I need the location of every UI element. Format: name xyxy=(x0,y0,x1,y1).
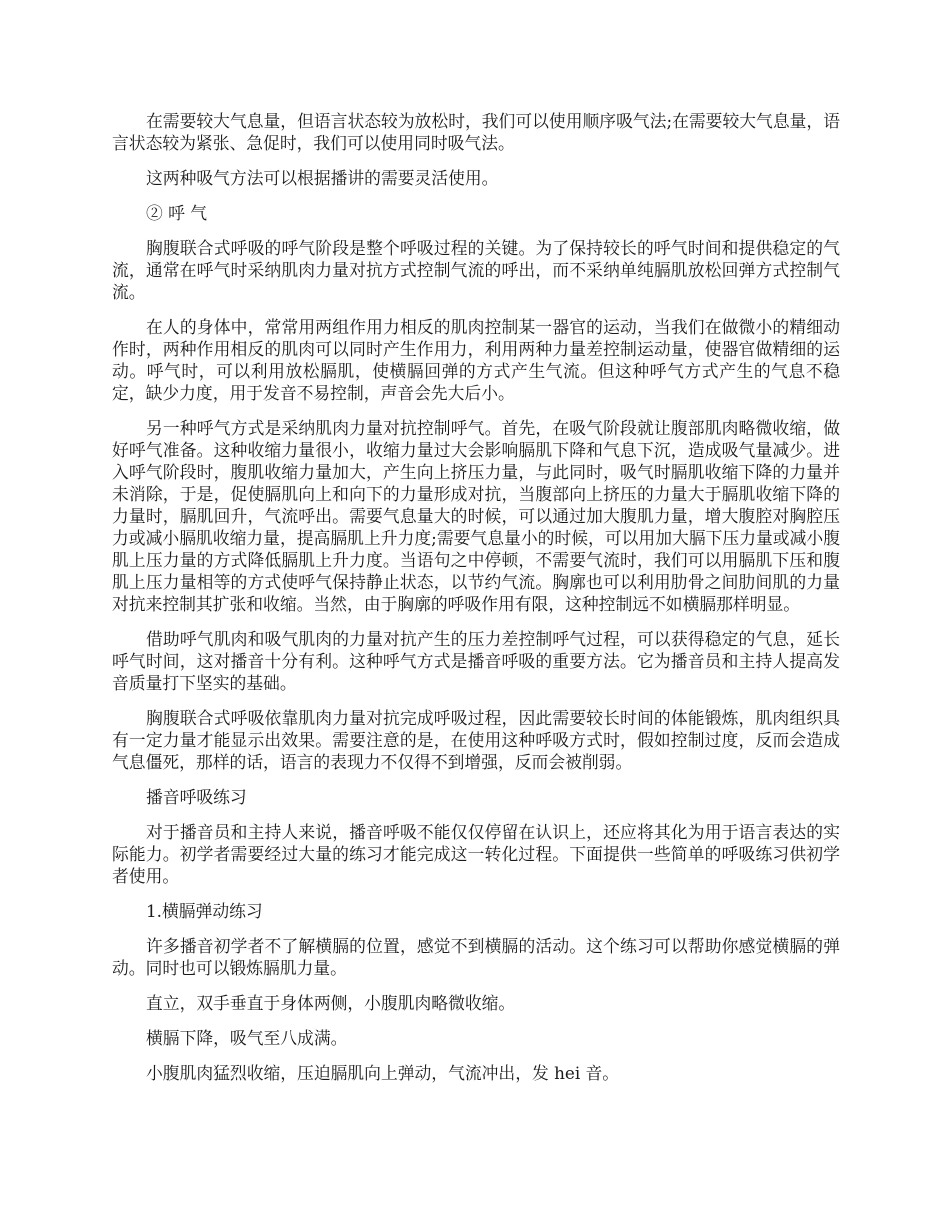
paragraph: 许多播音初学者不了解横膈的位置，感觉不到横膈的活动。这个练习可以帮助你感觉横膈的弹动。同时也可以锻炼膈肌力量。 xyxy=(112,936,840,978)
step-item: 横膈下降，吸气至八成满。 xyxy=(146,1028,348,1048)
paragraph: 胸腹联合式呼吸依靠肌肉力量对抗完成呼吸过程，因此需要较长时间的体能锻炼，肌肉组织具有一定力量才能显示出效果。需要注意的是，在使用这种呼吸方式时，假如控制过度，反而会造成气息僵死，那样的话，语言的表现力不仅得不到增强，反而会被削弱。 xyxy=(112,708,840,772)
paragraph: 这两种吸气方法可以根据播讲的需要灵活使用。 xyxy=(146,168,499,188)
paragraph: 胸腹联合式呼吸的呼气阶段是整个呼吸过程的关键。为了保持较长的呼气时间和提供稳定的气流，通常在呼气时采纳肌肉力量对抗方式控制气流的呼出，而不采纳单纯膈肌放松回弹方式控制气流。 xyxy=(112,238,840,302)
paragraph: 借助呼气肌肉和吸气肌肉的力量对抗产生的压力差控制呼气过程，可以获得稳定的气息，延长呼气时间，这对播音十分有利。这种呼气方式是播音呼吸的重要方法。它为播音员和主持人提高发音质量打下坚实的基础。 xyxy=(112,629,840,693)
section-heading: ② 呼 气 xyxy=(146,203,208,223)
subsection-heading: 1.横膈弹动练习 xyxy=(146,901,263,921)
paragraph: 在需要较大气息量，但语言状态较为放松时，我们可以使用顺序吸气法;在需要较大气息量，语言状态较为紧张、急促时，我们可以使用同时吸气法。 xyxy=(112,111,840,153)
step-item: 直立，双手垂直于身体两侧，小腹肌肉略微收缩。 xyxy=(146,993,516,1013)
paragraph: 对于播音员和主持人来说，播音呼吸不能仅仅停留在认识上，还应将其化为用于语言表达的实际能力。初学者需要经过大量的练习才能完成这一转化过程。下面提供一些简单的呼吸练习供初学者使用。 xyxy=(112,822,840,886)
step-item: 小腹肌肉猛烈收缩，压迫膈肌向上弹动，气流冲出，发 hei 音。 xyxy=(146,1063,620,1083)
paragraph: 另一种呼气方式是采纳肌肉力量对抗控制呼气。首先，在吸气阶段就让腹部肌肉略微收缩，做好呼气准备。这种收缩力量很小，收缩力量过大会影响膈肌下降和气息下沉，造成吸气量减少。进入呼气阶段时，腹肌收缩力量加大，产生向上挤压力量，与此同时，吸气时膈肌收缩下降的力量并未消除，于是，促使膈肌向上和向下的力量形成对抗，当腹部向上挤压的力量大于膈肌收缩下降的力量时，膈肌回升，气流呼出。需要气息量大的时候，可以通过加大腹肌力量，增大腹腔对胸腔压力或减小膈肌收缩力量，提高膈肌上升力度;需要气息量小的时候，可以用加大膈下压力量或减小腹肌上压力量的方式降低膈肌上升力度。当语句之中停顿，不需要气流时，我们可以用膈肌下压和腹肌上压力量相等的方式使呼气保持静止状态，以节约气流。胸廓也可以利用肋骨之间肋间肌的力量对抗来控制其扩张和收缩。当然，由于胸廓的呼吸作用有限，这种控制远不如横膈那样明显。 xyxy=(112,418,840,614)
paragraph: 在人的身体中，常常用两组作用力相反的肌肉控制某一器官的运动，当我们在做微小的精细动作时，两种作用相反的肌肉可以同时产生作用力，利用两种力量差控制运动量，使器官做精细的运动。呼气时，可以利用放松膈肌，使横膈回弹的方式产生气流。但这种呼气方式产生的气息不稳定，缺少力度，用于发音不易控制，声音会先大后小。 xyxy=(112,317,840,403)
document-body xyxy=(112,110,840,1097)
section-heading: 播音呼吸练习 xyxy=(146,787,247,807)
